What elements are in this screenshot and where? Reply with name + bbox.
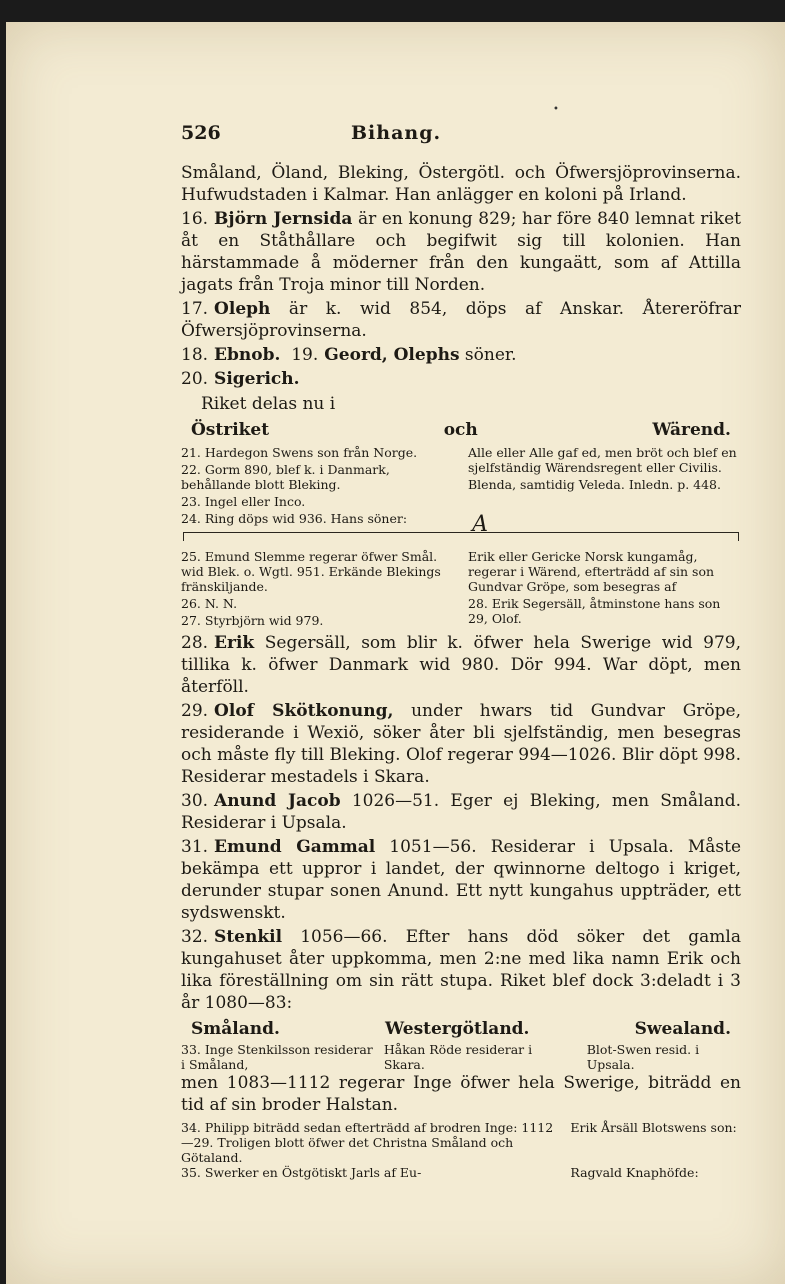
row-35-left: 35. Swerker en Östgötiskt Jarls af Eu- (181, 1165, 422, 1180)
region-smaland: Småland. (191, 1019, 280, 1039)
right-column-2 (468, 549, 741, 630)
after-33: men 1083—1112 regerar Inge öfwer hela Swerige, biträdd en tid af sin broder Halstan. (181, 1073, 741, 1115)
list-item: 23. Ingel eller Inco. (181, 494, 306, 509)
entry-17: 17. Oleph är k. wid 854, döps af Anskar. Återeröfrar Öfwersjöprovinserna. (181, 299, 741, 341)
entry-20: 20. Sigerich. (181, 369, 300, 389)
split-columns (181, 445, 741, 528)
list-item: 27. Styrbjörn wid 979. (181, 613, 324, 628)
book-page (6, 22, 785, 1284)
split-columns-2 (181, 549, 741, 630)
region-headers (181, 1018, 741, 1040)
left-column-2 (181, 549, 454, 630)
header-warend: Wärend. (652, 420, 731, 440)
row-35-right: Ragvald Knaphöfde: (570, 1165, 699, 1180)
header-och: och (443, 420, 478, 440)
page-header (181, 122, 741, 162)
entry-16: 16. Björn Jernsida är en konung 829; har före 840 lemnat riket åt en Ståthållare och begifwit sig till kolonien. Han härstammade å möderner från den kungaätt, som af Attilla jagats från Troja minor till Norden. (181, 209, 741, 295)
entry-31: 31. Emund Gammal 1051—56. Residerar i Upsala. Måste bekämpa ett uppror i landet, der qwinnorne deltogo i kriget, derunder stupar sonen Anund. Ett nytt kungahus uppträder, ett sydswenskt. (181, 837, 742, 923)
list-item: 21. Hardegon Swens son från Norge. (181, 445, 418, 460)
row-34-right: Erik Årsäll Blotswens son: (570, 1120, 737, 1135)
entry-28: 28. Erik Segersäll, som blir k. öfwer hela Swerige wid 979, tillika k. öfwer Danmark wid 980. Dör 994. War döpt, men återföll. (181, 633, 741, 697)
row-33-c: Blot-Swen resid. i Upsala. (586, 1042, 700, 1072)
list-item: 28. Erik Segersäll, åtminstone hans son 29, Olof. (468, 596, 721, 626)
row-34-left: 34. Philipp biträdd sedan efterträdd af brodren Inge: 1112—29. Troligen blott öfwer det Christna Småland och Götaland. (181, 1120, 554, 1165)
list-item: Erik eller Gericke Norsk kungamåg, regerar i Wärend, efterträdd af sin son Gundvar Gröpe, som besegras af (468, 549, 715, 594)
intro-paragraph: Småland, Öland, Bleking, Östergötl. och Öfwersjöprovinserna. Hufwudstaden i Kalmar. Han anlägger en koloni på Irland. (181, 163, 741, 205)
row-33-a: 33. Inge Stenkilsson residerar i Småland, (181, 1042, 373, 1072)
split-headers (181, 419, 741, 441)
entry-32: 32. Stenkil 1056—66. Efter hans död söker det gamla kungahuset åter uppkomma, men 2:ne med lika namn Erik och lika föreställning om sin rätt stupa. Riket blef dock 3:deladt i 3 år 1080—83: (181, 927, 741, 1013)
page-number: 526 (181, 122, 221, 144)
row-33-b: Håkan Röde residerar i Skara. (383, 1042, 533, 1072)
bracket-mark: A (472, 512, 488, 537)
right-column (468, 445, 741, 528)
list-item: Alle eller Alle gaf ed, men bröt och blef en sjelfständig Wärendsregent eller Civilis. (468, 445, 737, 475)
ink-mark: • (553, 104, 559, 115)
entry-18-19: 18. Ebnob. 19. Geord, Olephs söner. (181, 345, 517, 365)
page-content (181, 122, 741, 1180)
row-33 (181, 1042, 741, 1072)
entry-30: 30. Anund Jacob 1026—51. Eger ej Bleking, men Småland. Residerar i Upsala. (181, 791, 741, 833)
list-item: 26. N. N. (181, 596, 238, 611)
entry-29: 29. Olof Skötkonung, under hwars tid Gundvar Gröpe, residerande i Wexiö, söker åter bli sjelfständig, men besegras och måste fly till Bleking. Olof regerar 994—1026. Blir döpt 998. Residerar mestadels i Skara. (181, 701, 741, 787)
split-note: Riket delas nu i (201, 394, 336, 414)
page-title: Bihang. (351, 122, 442, 144)
left-column (181, 445, 454, 528)
list-item: 25. Emund Slemme regerar öfwer Smål. wid Blek. o. Wgtl. 951. Erkände Blekings fränskiljande. (181, 549, 441, 594)
list-item: 24. Ring döps wid 936. Hans söner: (181, 511, 408, 526)
header-ostriket: Östriket (191, 420, 270, 440)
region-swealand: Swealand. (634, 1019, 731, 1039)
region-westergotland: Westergötland. (385, 1019, 530, 1039)
list-item: Blenda, samtidig Veleda. Inledn. p. 448. (468, 477, 721, 492)
row-34 (181, 1120, 741, 1165)
row-35 (181, 1165, 741, 1180)
list-item: 22. Gorm 890, blef k. i Danmark, behållande blott Bleking. (181, 462, 390, 492)
